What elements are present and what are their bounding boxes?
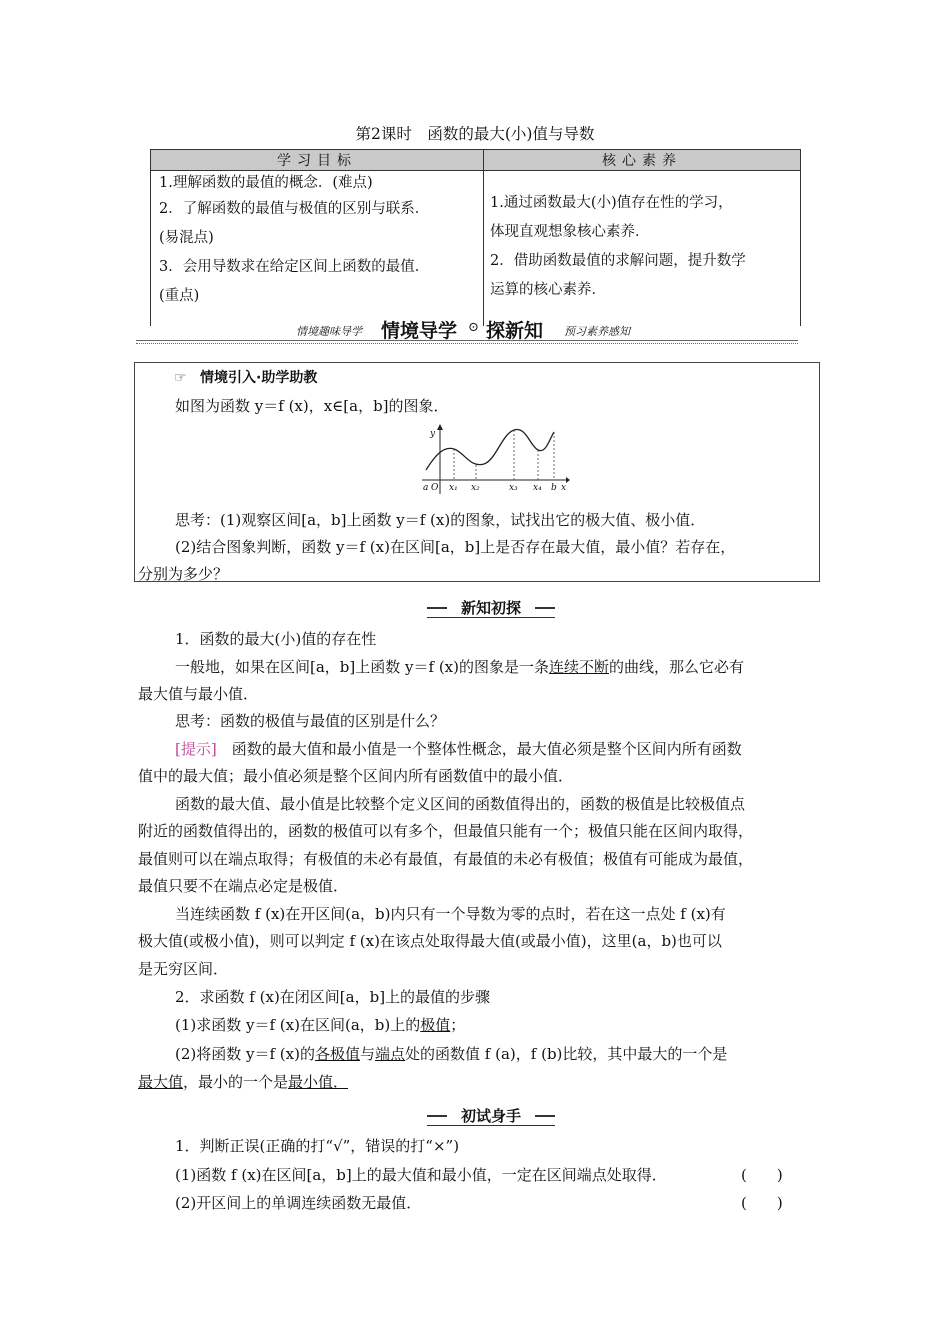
hands-icon: ☞ bbox=[174, 370, 187, 386]
text-span: (1)求函数 y＝f (x)在区间(a，b)上的 bbox=[175, 1016, 421, 1034]
answer-paren[interactable]: ( ) bbox=[741, 1194, 783, 1212]
section-title-new-knowledge bbox=[427, 597, 555, 621]
paragraph bbox=[138, 1068, 348, 1096]
section-title-label: 初试身手 bbox=[460, 1107, 521, 1125]
paragraph: 最大值与最小值． bbox=[138, 685, 259, 703]
answer-underline: 最小值． bbox=[288, 1073, 349, 1091]
paragraph: 极大值(或极小值)，则可以判定 f (x)在该点处取得最大值(或最小值)，这里(a，b)也可以 bbox=[138, 932, 722, 950]
question-item: (1)函数 f (x)在区间[a，b]上的最大值和最小值，一定在区间端点处取得． bbox=[175, 1166, 667, 1184]
graph-label-o: O bbox=[431, 483, 439, 493]
paragraph: 函数的最大值、最小值是比较整个定义区间的函数值得出的，函数的极值是比较极值点 bbox=[175, 795, 746, 813]
goal-item: (重点) bbox=[159, 288, 200, 304]
paragraph bbox=[175, 653, 744, 681]
context-think-2: (2)结合图象判断，函数 y＝f (x)在区间[a，b]上是否存在最大值，最小值？若存在， bbox=[175, 538, 736, 556]
graph-label-x4: x₄ bbox=[533, 483, 542, 493]
context-think-1: 思考：(1)观察区间[a，b]上函数 y＝f (x)的图象，试找出它的极大值、极小值． bbox=[175, 511, 706, 529]
banner-right-caption: 预习素养感知 bbox=[564, 325, 630, 338]
goal-item: (易混点) bbox=[159, 230, 214, 246]
hint-label: [提示] bbox=[175, 740, 217, 758]
text-span: 处的函数值 f (a)，f (b)比较，其中最大的一个是 bbox=[405, 1045, 728, 1063]
graph-label-x3: x₃ bbox=[509, 483, 518, 493]
paragraph: 值中的最大值；最小值必须是整个区间内所有函数值中的最小值． bbox=[138, 767, 574, 785]
paragraph: 最值则可以在端点取得；有极值的未必有最值，有最值的未必有极值；极值有可能成为最值， bbox=[138, 850, 754, 868]
graph-label-x2: x₂ bbox=[471, 483, 480, 493]
graph-label-b: b bbox=[551, 483, 557, 493]
arrow-icon: ⊙ bbox=[468, 320, 479, 335]
paragraph: 是无穷区间． bbox=[138, 960, 229, 978]
goals-table bbox=[150, 149, 801, 326]
paragraph: 2．求函数 f (x)在闭区间[a，b]上的最值的步骤 bbox=[175, 988, 491, 1006]
graph-label-x1: x₁ bbox=[449, 483, 458, 493]
answer-underline: 端点 bbox=[375, 1045, 406, 1063]
answer-paren[interactable]: ( ) bbox=[741, 1166, 783, 1184]
graph-label-y: y bbox=[430, 429, 436, 439]
context-header bbox=[174, 367, 317, 387]
answer-underline: 各极值 bbox=[314, 1045, 360, 1063]
text-span: 的曲线，那么它必有 bbox=[609, 658, 745, 676]
goal-item: 2．了解函数的最值与极值的区别与联系． bbox=[159, 201, 430, 217]
paragraph bbox=[175, 1040, 727, 1068]
paragraph bbox=[175, 1011, 465, 1039]
paragraph bbox=[175, 735, 742, 763]
paragraph: 最值只要不在端点必定是极值． bbox=[138, 877, 349, 895]
context-think-2-cont: 分别为多少？ bbox=[138, 565, 229, 583]
goal-item: 1.通过函数最大(小)值存在性的学习， bbox=[490, 195, 733, 211]
question: 1．判断正误(正确的打“√”，错误的打“×”) bbox=[175, 1137, 460, 1155]
paragraph: 附近的函数值得出的，函数的极值可以有多个，但最值只能有一个；极值只能在区间内取得， bbox=[138, 822, 754, 840]
graph-label-a: a bbox=[423, 483, 429, 493]
goals-left-cell bbox=[151, 171, 484, 327]
answer-underline: 极值 bbox=[420, 1016, 451, 1034]
goals-header-left: 学习目标 bbox=[151, 150, 484, 171]
banner-title-right: 探新知 bbox=[486, 320, 544, 342]
text-span: ，最小的一个是 bbox=[183, 1073, 289, 1091]
goals-right-cell bbox=[484, 171, 801, 327]
paragraph: 当连续函数 f (x)在开区间(a，b)内只有一个导数为零的点时，若在这一点处 f (x)有 bbox=[175, 905, 726, 923]
answer-underline: 最大值 bbox=[138, 1073, 184, 1091]
section-title-practice bbox=[427, 1105, 555, 1129]
text-span: 与 bbox=[360, 1045, 376, 1063]
banner-title-left: 情境导学 bbox=[381, 320, 458, 342]
context-intro: 如图为函数 y＝f (x)，x∈[a，b]的图象． bbox=[175, 397, 449, 415]
text-span: ； bbox=[450, 1016, 466, 1034]
goal-item: 3．会用导数求在给定区间上函数的最值． bbox=[159, 259, 430, 275]
goal-item: 体现直观想象核心素养． bbox=[490, 224, 650, 240]
goal-item: 2．借助函数最值的求解问题，提升数学 bbox=[490, 253, 746, 269]
graph-label-x: x bbox=[561, 483, 567, 493]
text-span: (2)将函数 y＝f (x)的 bbox=[175, 1045, 315, 1063]
banner-left-caption: 情境趣味导学 bbox=[296, 325, 362, 338]
question-item: (2)开区间上的单调连续函数无最值． bbox=[175, 1194, 422, 1212]
answer-underline: 连续不断 bbox=[548, 658, 609, 676]
section-title-label: 新知初探 bbox=[460, 599, 521, 617]
paragraph: 1．函数的最大(小)值的存在性 bbox=[175, 630, 377, 648]
page-title: 第2课时 函数的最大(小)值与导数 bbox=[355, 125, 595, 143]
goal-item: 1.理解函数的最值的概念．(难点) bbox=[159, 175, 373, 191]
context-header-label: 情境引入·助学助教 bbox=[200, 370, 318, 386]
section-banner bbox=[136, 316, 798, 342]
paragraph: 思考：函数的极值与最值的区别是什么？ bbox=[175, 712, 446, 730]
text-span: 一般地，如果在区间[a，b]上函数 y＝f (x)的图象是一条 bbox=[175, 658, 549, 676]
goals-header-right: 核心素养 bbox=[484, 150, 801, 171]
goal-item: 运算的核心素养． bbox=[490, 282, 606, 298]
function-graph bbox=[418, 424, 570, 496]
text-span: 函数的最大值和最小值是一个整体性概念，最大值必须是整个区间内所有函数 bbox=[216, 740, 742, 758]
